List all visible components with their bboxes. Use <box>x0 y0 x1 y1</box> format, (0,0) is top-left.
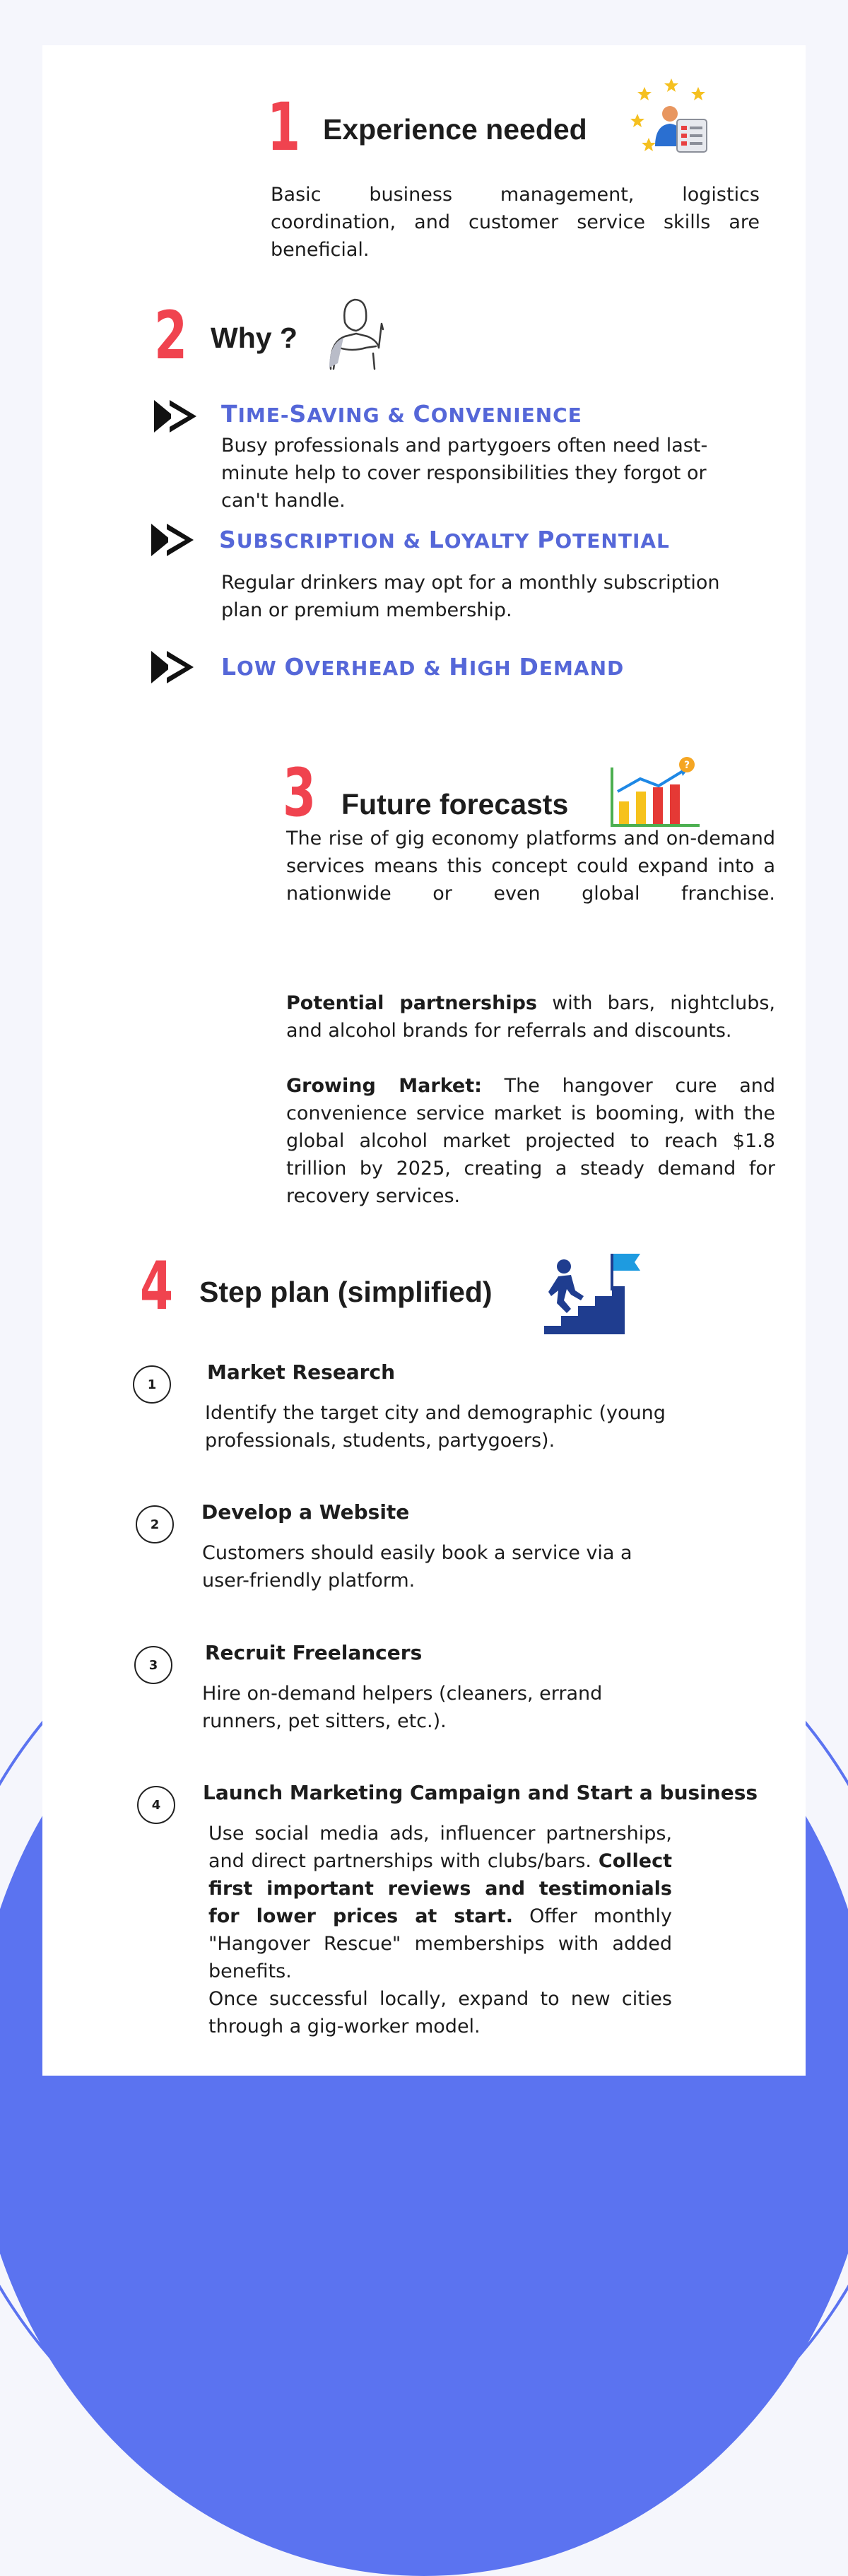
arrow-bullet-icon <box>150 522 195 558</box>
why-item-text-2: Regular drinkers may opt for a monthly subscription plan or premium membership. <box>221 572 720 621</box>
experience-text: Basic business management, logistics coordination, and customer service skills are beneficial. <box>271 184 760 261</box>
why-item-title-3: LOW OVERHEAD & HIGH DEMAND <box>221 653 625 681</box>
step-number-1: 1 <box>133 1365 171 1404</box>
step-number-4: 4 <box>137 1786 175 1824</box>
section-number-3: 3 <box>283 755 317 832</box>
step-number-2: 2 <box>136 1505 174 1543</box>
rated-person-icon <box>630 77 714 159</box>
section-title-why: Why ? <box>211 322 298 354</box>
forecast-text-2: Potential partnerships with bars, nightclubs, and alcohol brands for referrals and discounts. <box>286 992 775 1042</box>
growth-chart-icon <box>609 756 702 830</box>
step-number-3: 3 <box>134 1646 172 1684</box>
step-text-4: Use social media ads, influencer partnerships, and direct partnerships with clubs/bars. Collect first important reviews and testimonials for lower prices at start. Offer monthly "Hangover Rescue" memberships with added benefits. Once successful locally, expand to new cities through a gig-worker model. <box>208 1823 672 2037</box>
section-number-2: 2 <box>154 298 188 375</box>
section-title-experience: Experience needed <box>323 113 587 146</box>
why-item-title-1: TIME-SAVING & CONVENIENCE <box>221 400 582 428</box>
step-text-1: Identify the target city and demographic (young professionals, students, partygoers). <box>205 1402 666 1452</box>
section-number-4: 4 <box>140 1248 174 1325</box>
stairs-flag-icon <box>543 1247 642 1336</box>
forecast-text-3: Growing Market: The hangover cure and convenience service market is booming, with the global alcohol market projected to reach $1.8 trillion by 2025, creating a steady demand for recovery services. <box>286 1075 775 1207</box>
section-title-forecasts: Future forecasts <box>341 788 569 821</box>
arrow-bullet-icon <box>150 649 195 685</box>
why-item-title-2: SUBSCRIPTION & LOYALTY POTENTIAL <box>219 526 670 553</box>
step-text-3: Hire on-demand helpers (cleaners, errand runners, pet sitters, etc.). <box>202 1683 603 1732</box>
step-text-2: Customers should easily book a service via a user-friendly platform. <box>202 1542 632 1592</box>
content-card <box>42 45 806 2076</box>
section-title-step-plan: Step plan (simplified) <box>199 1276 493 1308</box>
section-number-1: 1 <box>267 89 301 166</box>
step-title-2: Develop a Website <box>201 1500 410 1524</box>
step-title-4: Launch Marketing Campaign and Start a business <box>203 1781 758 1804</box>
thinking-person-icon <box>324 293 389 372</box>
forecast-text-1: The rise of gig economy platforms and on-demand services means this concept could expand into a nationwide or even global franchise. <box>286 828 775 905</box>
step-title-1: Market Research <box>207 1360 395 1384</box>
step-title-3: Recruit Freelancers <box>205 1641 423 1664</box>
arrow-bullet-icon <box>153 399 198 434</box>
svg-text:?: ? <box>683 760 690 771</box>
why-item-text-1: Busy professionals and partygoers often need last-minute help to cover responsibilities they forgot or can't handle. <box>221 435 708 512</box>
